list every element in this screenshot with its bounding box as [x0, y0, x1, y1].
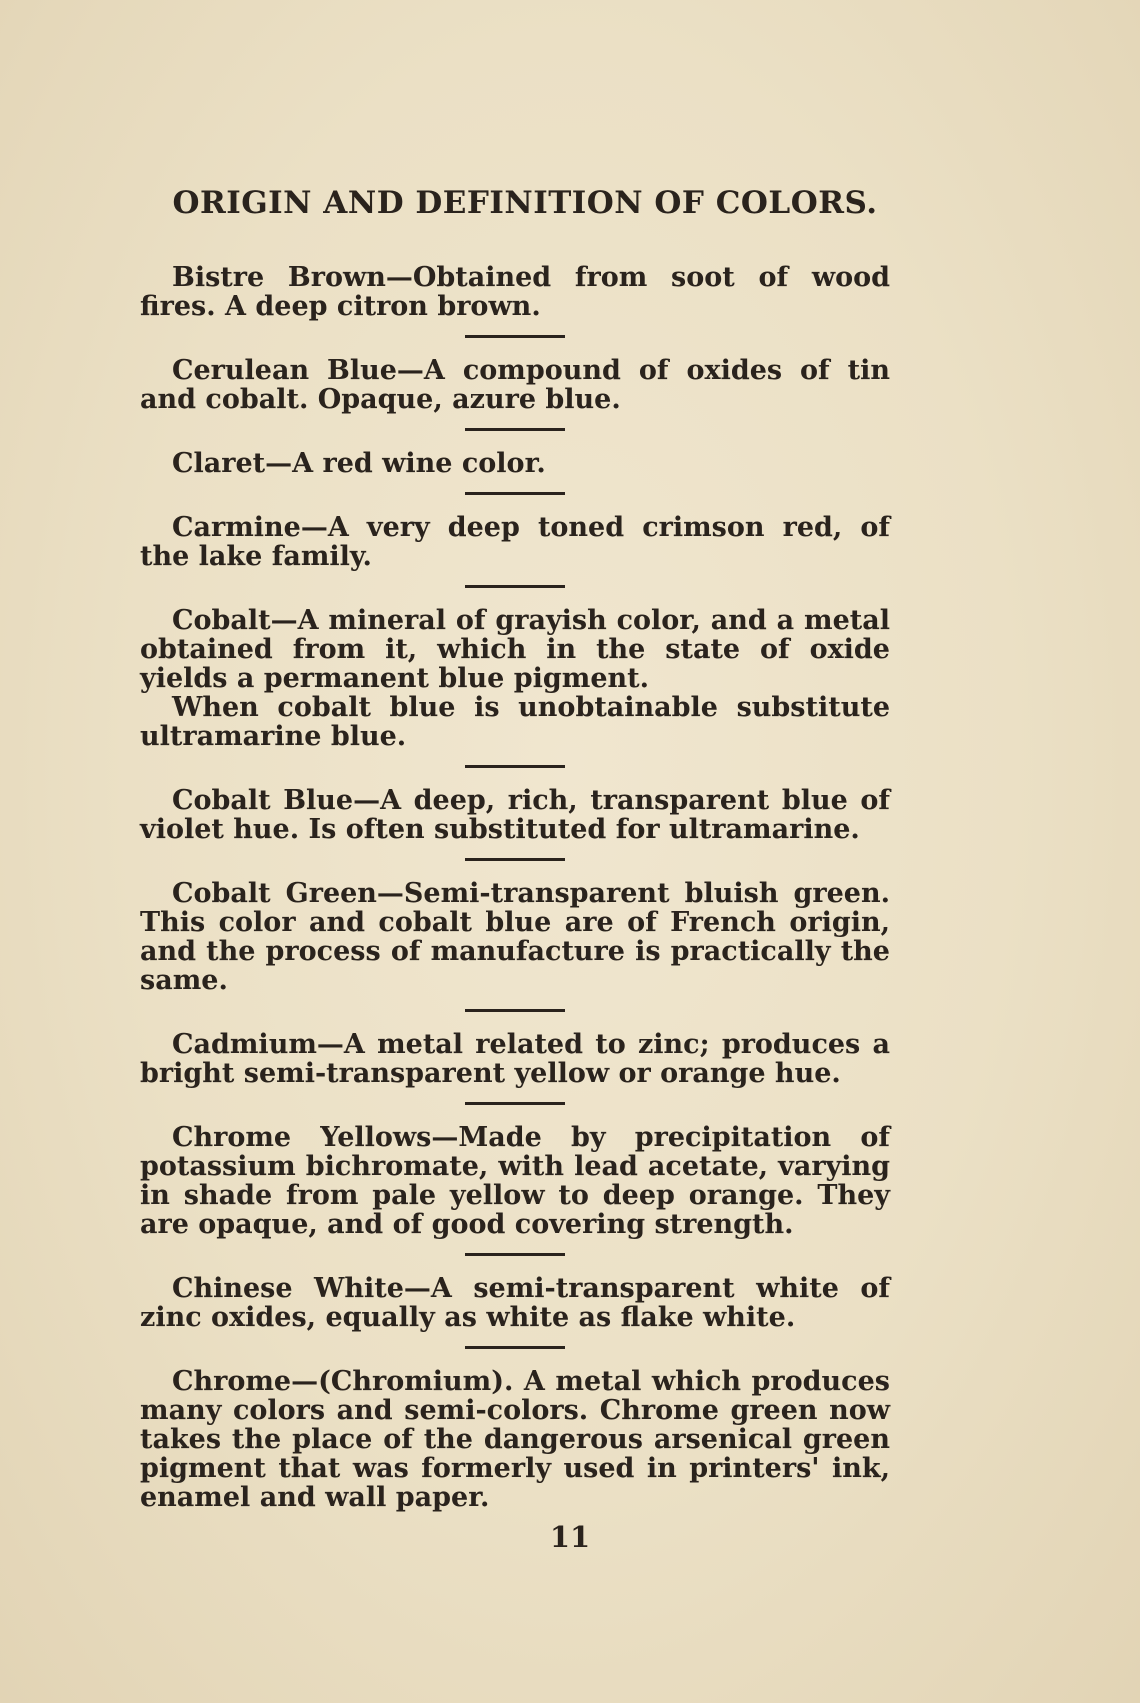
entry-claret: Claret—A red wine color.	[172, 448, 546, 479]
section-divider	[465, 585, 565, 588]
entry-chrome-yellows: Chrome Yellows—Made by precipitation of potassium bichromate, with lead acetate, varying in shade from pale yellow to deep orange. They are opaque, and of good covering strength.	[140, 1122, 890, 1240]
section-divider	[465, 1346, 565, 1349]
section-divider	[465, 492, 565, 495]
entry-cerulean-blue: Cerulean Blue—A compound of oxides of tin and cobalt. Opaque, azure blue.	[140, 355, 890, 415]
entry-cobalt-blue: Cobalt Blue—A deep, rich, transparent blue of violet hue. Is often substituted for ultramarine.	[140, 785, 890, 845]
page-body	[140, 185, 890, 1512]
section-divider	[465, 428, 565, 431]
entry-chinese-white: Chinese White—A semi-transparent white of zinc oxides, equally as white as flake white.	[140, 1273, 890, 1333]
page-title: ORIGIN AND DEFINITION OF COLORS.	[172, 185, 878, 221]
entry-cobalt-note: When cobalt blue is unobtainable substitute ultramarine blue.	[140, 692, 890, 752]
entry-chrome: Chrome—(Chromium). A metal which produces many colors and semi-colors. Chrome green now takes the place of the dangerous arsenical green pigment that was formerly used in printers' ink, enamel and wall paper.	[140, 1366, 890, 1513]
section-divider	[465, 1009, 565, 1012]
entry-bistre-brown: Bistre Brown—Obtained from soot of wood fires. A deep citron brown.	[140, 262, 890, 322]
entry-carmine: Carmine—A very deep toned crimson red, of the lake family.	[140, 512, 890, 572]
section-divider	[465, 1102, 565, 1105]
entry-cadmium: Cadmium—A metal related to zinc; produces a bright semi-transparent yellow or orange hue.	[140, 1029, 890, 1089]
section-divider	[465, 335, 565, 338]
page-number: 11	[549, 1520, 591, 1554]
entry-cobalt: Cobalt—A mineral of grayish color, and a metal obtained from it, which in the state of oxide yields a permanent blue pigment.	[140, 605, 890, 694]
section-divider	[465, 858, 565, 861]
entry-cobalt-green: Cobalt Green—Semi-transparent bluish green. This color and cobalt blue are of French origin, and the process of manufacture is practically the same.	[140, 878, 890, 996]
section-divider	[465, 765, 565, 768]
section-divider	[465, 1253, 565, 1256]
